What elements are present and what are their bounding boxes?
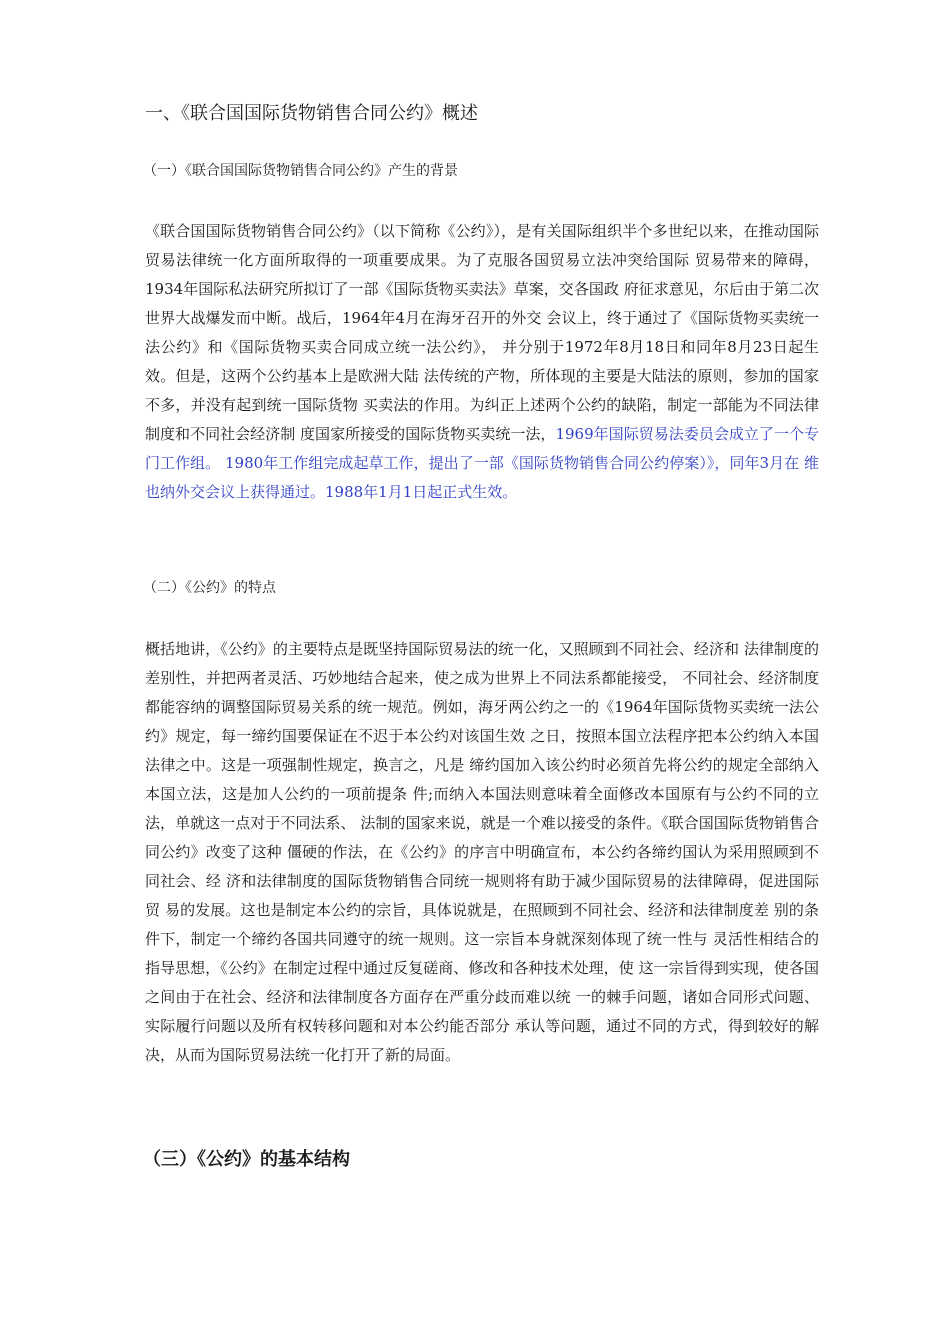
paragraph-background	[145, 217, 819, 507]
section-title: 一、《联合国国际货物销售合同公约》概述	[145, 103, 478, 124]
subsection-title-background: （一）《联合国国际货物销售合同公约》产生的背景	[143, 163, 458, 179]
subsection-title-features: （二）《公约》的特点	[143, 580, 276, 596]
paragraph-background-highlight: 1969年国际贸易法委员会成立了一个专门工作组。 1980年工作组完成起草工作，提出了一部《国际货物销售合同公约停案）》，同年3月在 维也纳外交会议上获得通过。1988年1月1日起正式生效。	[145, 425, 819, 501]
paragraph-background-text: 《联合国国际货物销售合同公约》（以下简称《公约》），是有关国际组织半个多世纪以来，在推动国际贸易法律统一化方面所取得的一项重要成果。为了克服各国贸易立法冲突给国际 贸易带来的障碍，1934年国际私法研究所拟订了一部《国际货物买卖法》草案，交各国政 府征求意见，尔后由于第二次世界大战爆发而中断。战后，1964年4月在海牙召开的外交 会议上，终于通过了《国际货物买卖统一法公约》和《国际货物买卖合同成立统一法公约》， 并分别于1972年8月18日和同年8月23日起生效。但是，这两个公约基本上是欧洲大陆 法传统的产物，所体现的主要是大陆法的原则，参加的国家不多，并没有起到统一国际货物 买卖法的作用。为纠正上述两个公约的缺陷，制定一部能为不同法律制度和不同社会经济制 度国家所接受的国际货物买卖统一法，	[145, 222, 819, 443]
paragraph-features: 概括地讲，《公约》的主要特点是既坚持国际贸易法的统一化，又照顾到不同社会、经济和 法律制度的差别性，并把两者灵活、巧妙地结合起来，使之成为世界上不同法系都能接受， 不同社会、经济制度都能容纳的调整国际贸易关系的统一规范。例如，海牙两公约之一的《1964年国际货物买卖统一法公约》规定，每一缔约国要保证在不迟于本公约对该国生效 之日，按照本国立法程序把本公约纳入本国法律之中。这是一项强制性规定，换言之，凡是 缔约国加入该公约时必须首先将公约的规定全部纳入本国立法，这是加人公约的一项前提条 件;而纳入本国法则意味着全面修改本国原有与公约不同的立法，单就这一点对于不同法系、 法制的国家来说，就是一个难以接受的条件。《联合国国际货物销售合同公约》改变了这种 僵硬的作法，在《公约》的序言中明确宣布，本公约各缔约国认为采用照顾到不同社会、经 济和法律制度的国际货物销售合同统一规则将有助于减少国际贸易的法律障碍，促进国际贸 易的发展。这也是制定本公约的宗旨，具体说就是，在照顾到不同社会、经济和法律制度差 别的条件下，制定一个缔约各国共同遵守的统一规则。这一宗旨本身就深刻体现了统一性与 灵活性相结合的指导思想，《公约》在制定过程中通过反复磋商、修改和各种技术处理，使 这一宗旨得到实现，使各国之间由于在社会、经济和法律制度各方面存在严重分歧而难以统 一的棘手问题，诸如合同形式问题、实际履行问题以及所有权转移问题和对本公约能否部分 承认等问题，通过不同的方式，得到较好的解决，从而为国际贸易法统一化打开了新的局面。	[145, 640, 819, 1064]
subsection-title-structure: （三）《公约》的基本结构	[143, 1149, 350, 1170]
